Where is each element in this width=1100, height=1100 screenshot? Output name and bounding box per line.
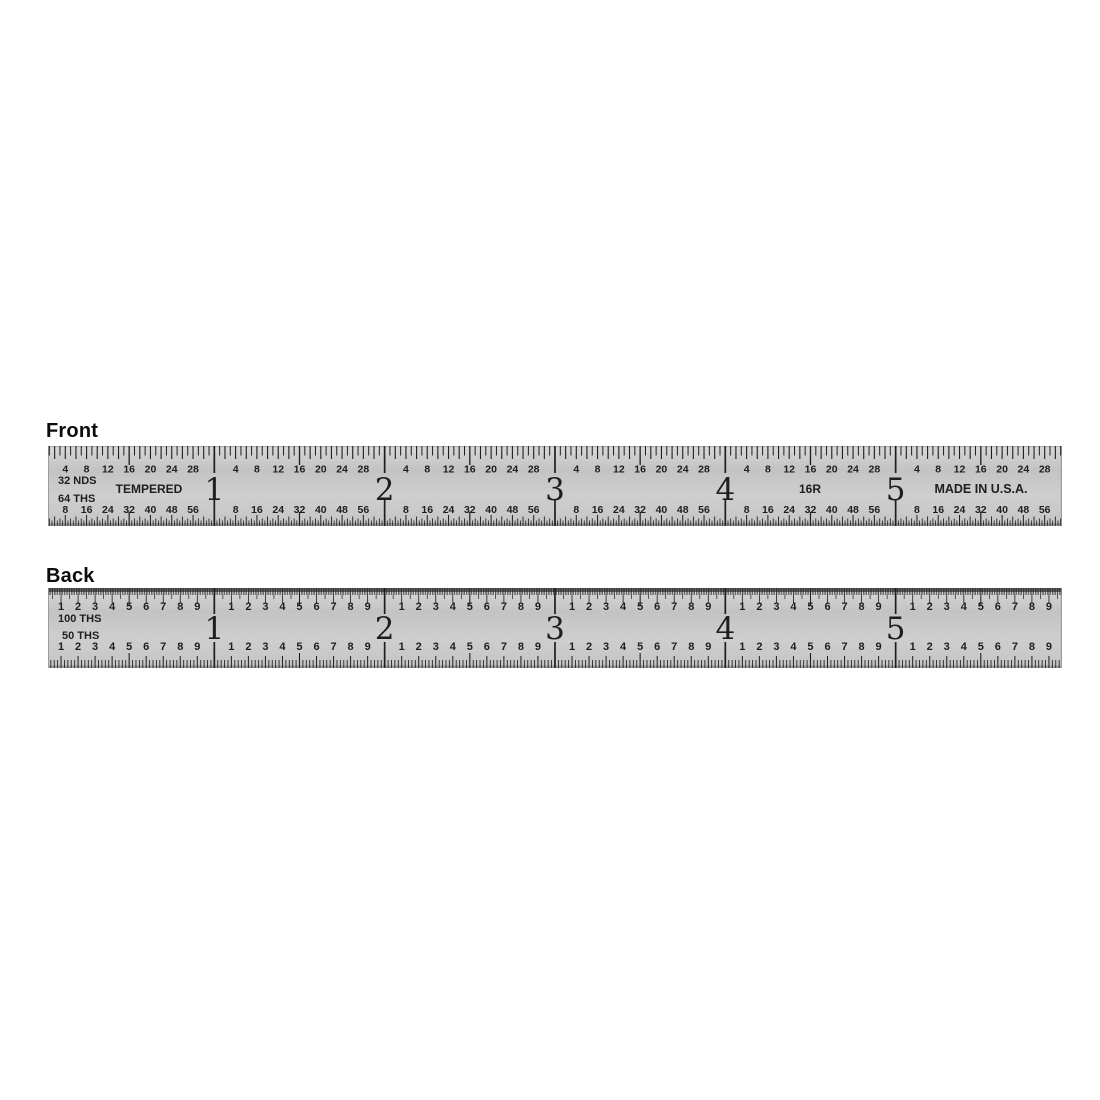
svg-text:5: 5 [637,601,644,613]
svg-text:32: 32 [463,504,476,516]
svg-text:2: 2 [75,641,82,653]
svg-text:24: 24 [442,504,455,516]
svg-text:8: 8 [517,641,524,653]
svg-text:1: 1 [909,601,916,613]
svg-text:12: 12 [272,463,285,476]
svg-text:5: 5 [977,601,984,613]
svg-text:4: 4 [573,463,580,476]
svg-text:16: 16 [974,463,987,476]
svg-text:16: 16 [762,504,774,516]
svg-text:8: 8 [573,504,580,516]
svg-text:7: 7 [671,641,678,653]
svg-text:8: 8 [517,601,524,613]
svg-text:1: 1 [204,472,225,508]
svg-text:6: 6 [994,641,1001,653]
svg-text:12: 12 [783,463,796,476]
svg-text:6: 6 [143,601,150,613]
svg-text:5: 5 [977,641,984,653]
svg-text:2: 2 [926,601,933,613]
svg-text:1: 1 [568,601,576,613]
svg-text:12: 12 [953,463,966,476]
svg-text:20: 20 [825,463,838,476]
svg-text:9: 9 [364,601,371,613]
svg-text:7: 7 [330,641,337,653]
svg-text:20: 20 [144,463,157,476]
svg-text:64 THS: 64 THS [58,493,96,505]
svg-text:3: 3 [432,641,439,653]
svg-text:5: 5 [885,611,906,647]
svg-text:6: 6 [483,601,490,613]
svg-text:24: 24 [676,463,689,476]
svg-text:48: 48 [506,504,519,516]
svg-text:7: 7 [500,601,507,613]
svg-text:16: 16 [591,504,604,516]
svg-text:3: 3 [603,601,610,613]
svg-text:1: 1 [739,641,746,653]
svg-text:40: 40 [825,504,838,516]
svg-text:32: 32 [634,504,646,516]
svg-text:2: 2 [756,601,763,613]
svg-text:8: 8 [83,463,90,476]
svg-text:8: 8 [858,641,865,653]
svg-text:1: 1 [228,601,235,613]
svg-text:8: 8 [1028,601,1035,613]
svg-text:32: 32 [293,504,306,516]
svg-text:4: 4 [960,601,967,613]
svg-text:5: 5 [126,601,133,613]
svg-text:7: 7 [160,641,167,653]
svg-text:5: 5 [296,641,303,653]
svg-text:2: 2 [926,641,933,653]
back-ruler-graphic [48,588,1062,668]
svg-text:4: 4 [914,463,920,476]
svg-text:1: 1 [204,611,225,647]
svg-text:1: 1 [228,641,235,653]
svg-text:8: 8 [764,463,771,476]
svg-text:7: 7 [500,641,507,653]
svg-text:6: 6 [313,641,320,653]
svg-text:2: 2 [415,601,422,613]
svg-text:3: 3 [943,641,950,653]
svg-text:4: 4 [403,463,409,476]
svg-text:3: 3 [262,641,269,653]
svg-text:5: 5 [466,641,473,653]
svg-text:3: 3 [545,472,565,508]
svg-text:4: 4 [449,641,456,653]
svg-text:12: 12 [613,463,625,476]
svg-text:20: 20 [485,463,497,476]
svg-text:9: 9 [194,641,201,653]
front-ruler-graphic [48,446,1062,526]
svg-text:56: 56 [527,504,540,516]
svg-text:6: 6 [654,601,661,613]
svg-text:8: 8 [688,601,695,613]
svg-text:3: 3 [545,611,565,647]
svg-text:3: 3 [943,601,950,613]
svg-text:32: 32 [974,504,987,516]
svg-text:4: 4 [620,601,627,613]
svg-text:9: 9 [534,601,542,613]
svg-text:32: 32 [804,504,817,516]
svg-text:6: 6 [824,641,831,653]
svg-text:4: 4 [960,641,967,653]
svg-text:MADE IN U.S.A.: MADE IN U.S.A. [934,482,1028,496]
svg-text:56: 56 [187,504,199,516]
svg-text:2: 2 [415,641,422,653]
svg-text:16: 16 [123,463,136,476]
svg-text:24: 24 [165,463,178,476]
svg-text:9: 9 [364,641,371,653]
svg-text:8: 8 [858,601,865,613]
svg-text:48: 48 [676,504,689,516]
svg-text:2: 2 [374,472,395,508]
svg-text:4: 4 [790,641,797,653]
svg-text:6: 6 [654,641,661,653]
svg-text:4: 4 [449,601,456,613]
svg-text:12: 12 [442,463,455,476]
svg-text:100 THS: 100 THS [58,613,102,625]
svg-text:1: 1 [568,641,576,653]
svg-text:6: 6 [994,601,1001,613]
svg-text:4: 4 [715,472,736,508]
svg-text:8: 8 [232,504,239,516]
svg-text:6: 6 [824,601,831,613]
svg-text:3: 3 [773,601,780,613]
svg-text:48: 48 [336,504,348,516]
svg-text:16: 16 [80,504,93,516]
svg-text:9: 9 [705,601,712,613]
svg-text:24: 24 [953,504,966,516]
svg-text:8: 8 [594,463,601,476]
svg-text:16R: 16R [798,482,822,496]
svg-text:12: 12 [102,463,114,476]
svg-text:9: 9 [875,601,882,613]
svg-text:4: 4 [715,611,736,647]
svg-text:40: 40 [485,504,497,516]
svg-text:20: 20 [655,463,668,476]
svg-text:5: 5 [466,601,473,613]
svg-text:9: 9 [875,641,882,653]
svg-text:4: 4 [279,641,286,653]
svg-text:8: 8 [424,463,431,476]
svg-text:8: 8 [935,463,942,476]
back-view-label: Back [46,565,95,587]
svg-text:5: 5 [637,641,644,653]
svg-text:4: 4 [790,601,797,613]
svg-text:56: 56 [698,504,710,516]
svg-text:4: 4 [62,463,69,476]
svg-text:48: 48 [1017,504,1030,516]
svg-text:TEMPERED: TEMPERED [115,482,183,496]
svg-text:24: 24 [613,504,625,516]
svg-text:24: 24 [336,463,348,476]
svg-text:5: 5 [807,641,814,653]
svg-text:9: 9 [1045,641,1053,653]
svg-text:1: 1 [398,601,405,613]
svg-text:4: 4 [620,641,627,653]
svg-text:24: 24 [783,504,796,516]
svg-text:28: 28 [357,463,370,476]
svg-text:1: 1 [57,601,65,613]
svg-text:8: 8 [177,601,184,613]
svg-text:40: 40 [144,504,157,516]
svg-text:28: 28 [527,463,540,476]
svg-text:5: 5 [126,641,133,653]
svg-text:5: 5 [296,601,303,613]
svg-text:16: 16 [251,504,263,516]
svg-text:5: 5 [885,472,906,508]
svg-text:8: 8 [1028,641,1035,653]
svg-text:3: 3 [432,601,439,613]
svg-text:8: 8 [347,641,354,653]
svg-text:2: 2 [245,601,252,613]
svg-text:9: 9 [1045,601,1053,613]
svg-text:4: 4 [279,601,286,613]
svg-text:16: 16 [634,463,646,476]
svg-text:7: 7 [1011,641,1018,653]
svg-text:24: 24 [272,504,285,516]
svg-text:24: 24 [847,463,859,476]
svg-text:3: 3 [92,601,99,613]
front-ruler [48,446,1062,526]
svg-text:4: 4 [232,463,239,476]
svg-text:56: 56 [1038,504,1051,516]
svg-text:9: 9 [705,641,712,653]
svg-text:7: 7 [1011,601,1018,613]
svg-text:24: 24 [1017,463,1030,476]
svg-text:4: 4 [109,641,116,653]
svg-text:56: 56 [357,504,370,516]
front-view-label: Front [46,420,99,442]
svg-text:50 THS: 50 THS [62,630,100,642]
svg-text:28: 28 [698,463,710,476]
back-ruler [48,588,1062,668]
svg-text:7: 7 [160,601,167,613]
svg-text:8: 8 [347,601,354,613]
svg-text:8: 8 [177,641,184,653]
svg-text:4: 4 [743,463,750,476]
svg-text:9: 9 [194,601,201,613]
svg-text:28: 28 [868,463,881,476]
svg-text:16: 16 [463,463,476,476]
svg-text:2: 2 [75,601,82,613]
svg-text:56: 56 [868,504,881,516]
svg-text:2: 2 [585,641,593,653]
svg-text:7: 7 [671,601,678,613]
svg-text:32 NDS: 32 NDS [58,475,97,487]
svg-text:24: 24 [102,504,114,516]
svg-text:40: 40 [655,504,668,516]
svg-text:1: 1 [57,641,65,653]
svg-text:8: 8 [253,463,260,476]
svg-text:8: 8 [403,504,409,516]
svg-text:48: 48 [847,504,859,516]
svg-text:1: 1 [398,641,405,653]
svg-text:1: 1 [739,601,746,613]
svg-text:32: 32 [123,504,136,516]
svg-text:48: 48 [165,504,178,516]
svg-text:8: 8 [914,504,920,516]
svg-text:16: 16 [932,504,945,516]
svg-text:3: 3 [773,641,780,653]
svg-text:4: 4 [109,601,116,613]
svg-text:7: 7 [330,601,337,613]
svg-text:8: 8 [743,504,750,516]
svg-text:7: 7 [841,601,848,613]
svg-text:20: 20 [996,463,1008,476]
svg-text:20: 20 [314,463,327,476]
svg-text:2: 2 [374,611,395,647]
svg-text:24: 24 [506,463,519,476]
svg-text:40: 40 [996,504,1008,516]
svg-text:6: 6 [313,601,320,613]
svg-text:3: 3 [262,601,269,613]
svg-text:8: 8 [62,504,69,516]
svg-text:6: 6 [143,641,150,653]
svg-text:6: 6 [483,641,490,653]
svg-text:1: 1 [909,641,916,653]
svg-text:5: 5 [807,601,814,613]
svg-text:16: 16 [804,463,817,476]
svg-text:9: 9 [534,641,542,653]
svg-text:7: 7 [841,641,848,653]
svg-text:40: 40 [314,504,327,516]
svg-text:2: 2 [756,641,763,653]
svg-text:8: 8 [688,641,695,653]
svg-text:16: 16 [421,504,434,516]
svg-text:3: 3 [92,641,99,653]
svg-text:2: 2 [585,601,593,613]
svg-text:28: 28 [187,463,199,476]
svg-text:28: 28 [1038,463,1051,476]
svg-text:16: 16 [293,463,306,476]
svg-text:2: 2 [245,641,252,653]
svg-text:3: 3 [603,641,610,653]
